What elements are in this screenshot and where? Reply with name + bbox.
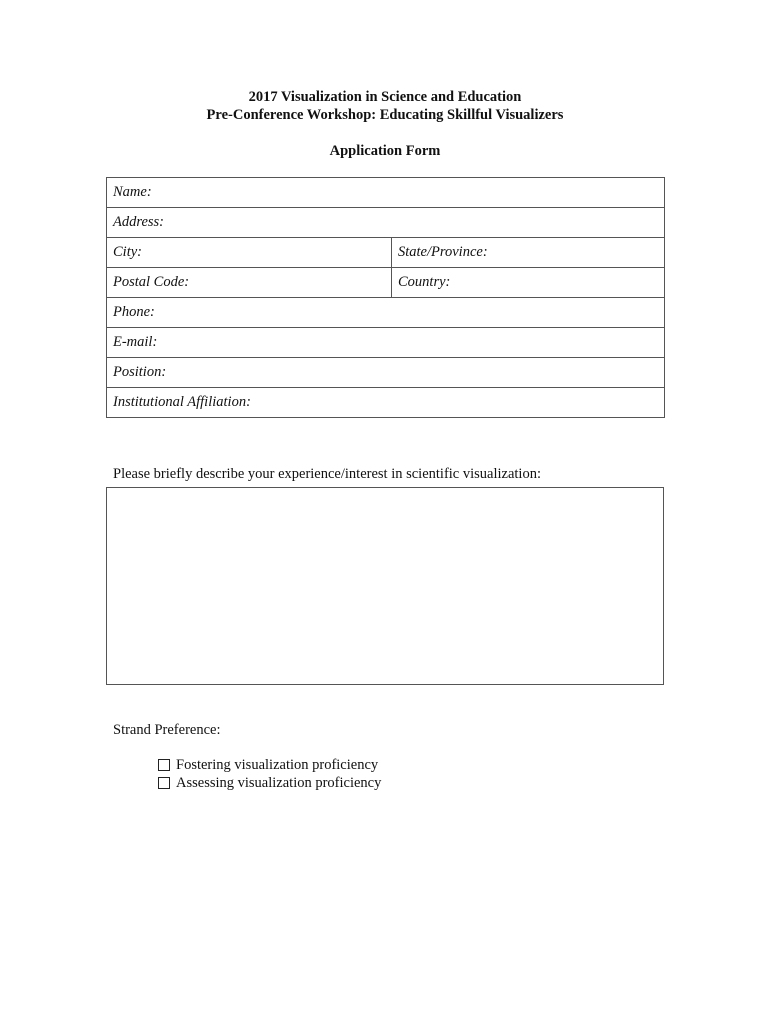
institutional-affiliation-field[interactable]: Institutional Affiliation: [107,388,665,418]
strand-preference-label: Strand Preference: [113,722,221,738]
experience-prompt: Please briefly describe your experience/interest in scientific visualization: [113,466,541,482]
country-field[interactable]: Country: [392,268,665,298]
experience-text-area[interactable] [106,487,664,685]
strand-option-assessing[interactable] [158,774,381,792]
email-field[interactable]: E-mail: [107,328,665,358]
state-province-field[interactable]: State/Province: [392,238,665,268]
name-field[interactable]: Name: [107,178,665,208]
applicant-info-table [106,177,665,418]
workshop-subtitle: Pre-Conference Workshop: Educating Skillful Visualizers [206,107,564,123]
address-field[interactable]: Address: [107,208,665,238]
city-field[interactable]: City: [107,238,392,268]
fostering-checkbox[interactable] [158,759,170,771]
workshop-title: 2017 Visualization in Science and Education [248,89,522,105]
assessing-checkbox[interactable] [158,777,170,789]
strand-option-fostering[interactable] [158,756,378,774]
form-title: Application Form [329,143,441,159]
strand-option-label: Fostering visualization proficiency [176,757,379,773]
postal-code-field[interactable]: Postal Code: [107,268,392,298]
phone-field[interactable]: Phone: [107,298,665,328]
strand-option-label: Assessing visualization proficiency [176,775,382,791]
position-field[interactable]: Position: [107,358,665,388]
